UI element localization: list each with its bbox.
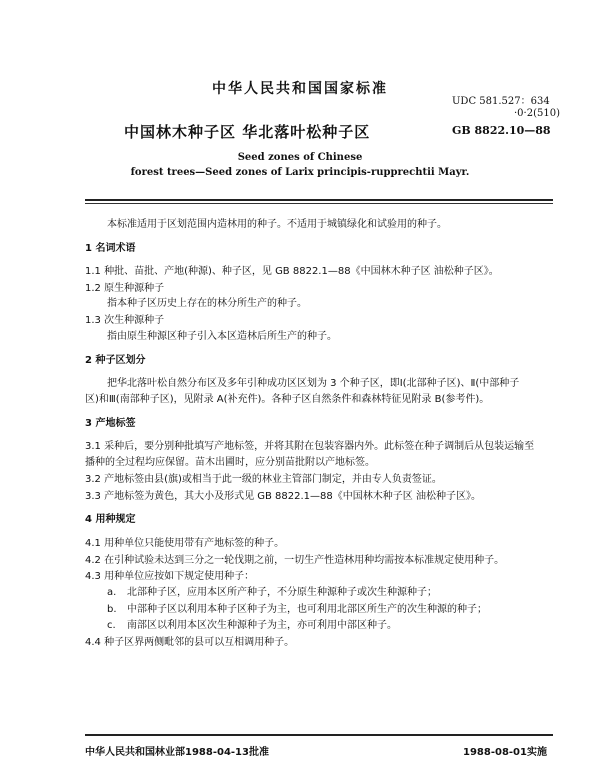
implementation-date: 1988-08-01实施 [463, 747, 547, 758]
header-divider-thick [85, 199, 553, 201]
list-marker-a: a. [107, 587, 117, 598]
clause-3-1-line-1: 3.1 采种后，要分别种批填写产地标签，并将其附在包装容器内外。此标签在种子调制后从包装运输至 [85, 441, 535, 452]
list-marker-c: c. [107, 620, 116, 631]
english-title-line-2: forest trees—Seed zones of Larix principis-rupprechtii Mayr. [130, 167, 470, 178]
approval-line: 中华人民共和国林业部1988-04-13批准 [85, 747, 269, 758]
clause-3-3: 3.3 产地标签为黄色，其大小及形式见 GB 8822.1—88《中国林木种子区 油松种子区》。 [85, 491, 481, 502]
section-2-paragraph-line-1: 把华北落叶松自然分布区及多年引种成功区区划为 3 个种子区，即Ⅰ(北部种子区)、Ⅱ(中部种子 [107, 378, 520, 389]
section-2-heading: 2 种子区划分 [85, 355, 146, 366]
udc-classification [452, 96, 560, 120]
list-marker-b: b. [107, 604, 117, 615]
clause-4-3-item-b: 中部种子区以利用本种子区种子为主，也可利用北部区所生产的次生种源的种子； [127, 604, 487, 615]
clause-4-4: 4.4 种子区界两侧毗邻的县可以互相调用种子。 [85, 637, 295, 648]
clause-4-3: 4.3 用种单位应按如下规定使用种子： [85, 571, 255, 582]
intro-paragraph: 本标准适用于区划范围内造林用的种子。不适用于城镇绿化和试验用的种子。 [107, 219, 447, 230]
clause-4-3-item-a: 北部种子区，应用本区所产种子，不分原生种源种子或次生种源种子； [127, 587, 437, 598]
udc-line-2: ·0·2(510) [514, 108, 560, 119]
document-title: 中国林木种子区 华北落叶松种子区 [124, 123, 371, 141]
clause-1-1: 1.1 种批、苗批、产地(种源)、种子区，见 GB 8822.1—88《中国林木种子区 油松种子区》。 [85, 266, 499, 277]
clause-1-2-title: 1.2 原生种源种子 [85, 283, 165, 294]
english-title-line-1: Seed zones of Chinese [237, 152, 363, 163]
clause-4-1: 4.1 用种单位只能使用带有产地标签的种子。 [85, 538, 285, 549]
clause-1-2-body: 指本种子区历史上存在的林分所生产的种子。 [107, 298, 307, 309]
header-divider-thin [85, 203, 553, 204]
clause-1-3-body: 指由原生种源区种子引入本区造林后所生产的种子。 [107, 331, 337, 342]
section-3-heading: 3 产地标签 [85, 418, 136, 429]
udc-line-1: UDC 581.527：634 [452, 96, 550, 107]
standard-name: 中华人民共和国国家标准 [212, 81, 388, 97]
clause-3-1-line-2: 播种的全过程均应保留。苗木出圃时，应分别苗批附以产地标签。 [85, 457, 375, 468]
gb-number: GB 8822.10—88 [452, 124, 551, 137]
clause-1-3-title: 1.3 次生种源种子 [85, 315, 165, 326]
section-1-heading: 1 名词术语 [85, 243, 136, 254]
clause-4-3-item-c: 南部区以利用本区次生种源种子为主，亦可利用中部区种子。 [127, 620, 397, 631]
footer-divider [85, 734, 553, 736]
section-4-heading: 4 用种规定 [85, 514, 136, 525]
clause-3-2: 3.2 产地标签由县(旗)或相当于此一级的林业主管部门制定，并由专人负责签证。 [85, 474, 442, 485]
section-2-paragraph-line-2: 区)和Ⅲ(南部种子区)，见附录 A(补充件)。各种子区自然条件和森林特征见附录 B(参考件)。 [85, 394, 490, 405]
clause-4-2: 4.2 在引种试验未达到三分之一轮伐期之前，一切生产性造林用种均需按本标准规定使用种子。 [85, 555, 505, 566]
